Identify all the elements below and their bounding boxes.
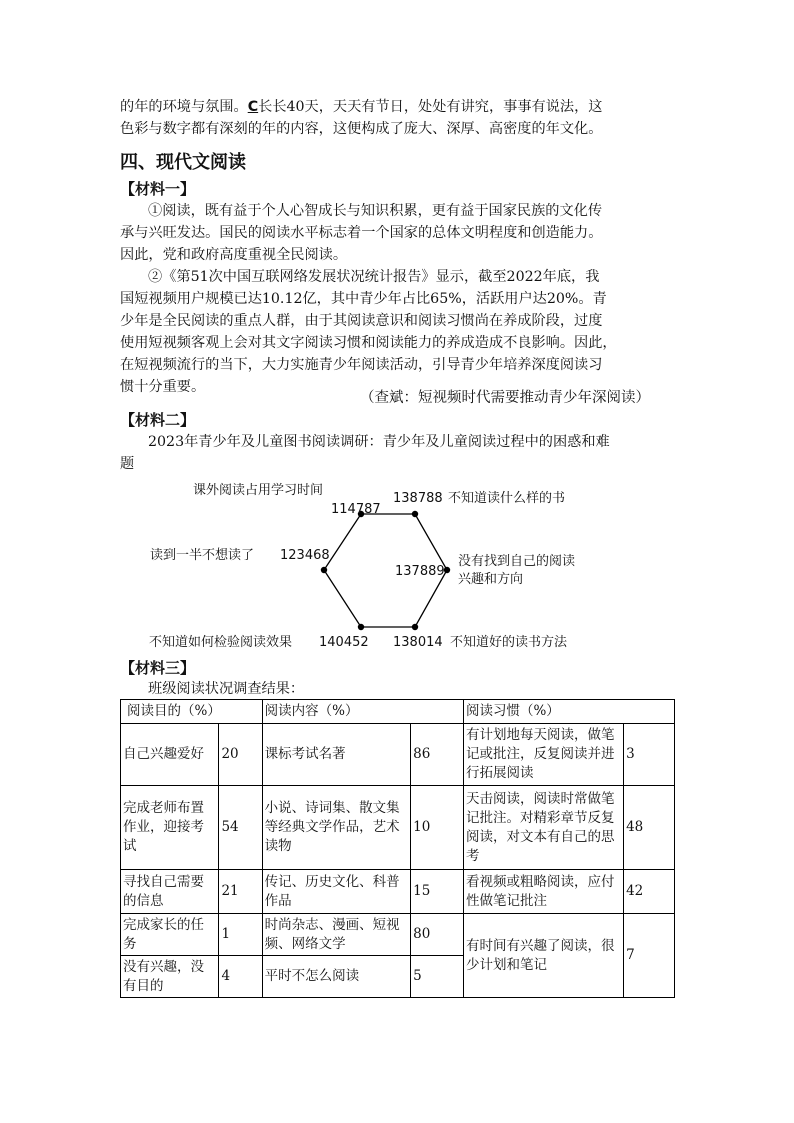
cell-habit-value: 42 [624,870,675,914]
m1-line: 承与兴旺发达。国民的阅读水平标志着一个国家的总体文明程度和创造能力。 [120,225,603,241]
m1-line: 少年是全民阅读的重点人群，由于其阅读意识和阅读习惯尚在养成阶段，过度 [120,313,603,329]
table-row [121,914,675,956]
node-value: 138788 [393,491,443,506]
node-dot [412,511,418,517]
cell-content-value: 5 [411,956,464,998]
material2-label: 【材料二】 [120,411,196,429]
cell-habit-value: 3 [624,724,675,786]
cell-purpose: 自己兴趣爱好 [121,724,219,786]
m1-line: ②《第51次中国互联网络发展状况统计报告》显示，截至2022年底，我 [148,269,600,285]
node-label: 不知道好的读书方法 [450,635,568,650]
m1-line: 在短视频流行的当下，大力实施青少年阅读活动，引导青少年培养深度阅读习 [120,357,603,373]
intro-line-2: 色彩与数字都有深刻的年的内容，这便构成了庞大、深厚、高密度的年文化。 [120,121,603,137]
node-value: 123468 [280,548,330,563]
table-row [121,870,675,914]
node-value: 140452 [319,635,369,650]
cell-purpose-value: 1 [219,914,262,956]
cell-content: 小说、诗词集、散文集等经典文学作品，艺术读物 [262,786,411,870]
section-title: 四、现代文阅读 [120,152,246,173]
m2-caption-1: 2023年青少年及儿童图书阅读调研：青少年及儿童阅读过程中的困惑和难 [148,434,610,450]
m1-line: ①阅读，既有益于个人心智成长与知识积累，更有益于国家民族的文化传 [148,203,603,219]
table-row [121,786,675,870]
cell-purpose: 没有兴趣，没有目的 [121,956,219,998]
m1-line: 因此，党和政府高度重视全民阅读。 [120,247,348,263]
node-dot [444,567,450,573]
cell-purpose: 完成老师布置作业，迎接考试 [121,786,219,870]
m1-line: 国短视频用户规模已达10.12亿，其中青少年占比65%，活跃用户达20%。青 [120,291,607,307]
node-value: 138014 [393,635,443,650]
node-label: 没有找到自己的阅读 [458,554,576,569]
cell-purpose-value: 4 [219,956,262,998]
material3-label: 【材料三】 [120,659,196,677]
cell-purpose: 寻找自己需要的信息 [121,870,219,914]
cell-purpose: 完成家长的任务 [121,914,219,956]
cell-content: 传记、历史文化、科普作品 [262,870,411,914]
cell-content: 课标考试名著 [262,724,411,786]
m1-source: （查斌：短视频时代需要推动青少年深阅读） [360,390,650,406]
cell-content-value: 86 [411,724,464,786]
header-habit: 阅读习惯（%） [463,700,674,724]
survey-table [120,699,675,998]
node-label: 不知道如何检验阅读效果 [149,635,293,650]
cell-content-value: 80 [411,914,464,956]
underlined-c: C [247,99,259,115]
node-dot [358,624,364,630]
cell-habit-value: 7 [624,914,675,998]
table-row [121,724,675,786]
header-content: 阅读内容（%） [262,700,463,724]
cell-content-value: 10 [411,786,464,870]
node-value: 114787 [331,502,381,517]
intro-text: 长长40天，天天有节日，处处有讲究，事事有说法，这 [258,99,603,115]
cell-content: 平时不怎么阅读 [262,956,411,998]
node-dot [321,567,327,573]
node-dot [412,624,418,630]
node-label: 读到一半不想读了 [150,548,255,563]
node-label: 兴趣和方向 [458,572,524,587]
table-header-row [121,700,675,724]
center-value: 137889 [395,564,445,579]
cell-habit: 有计划地每天阅读，做笔记或批注，反复阅读并进行拓展阅读 [463,724,623,786]
cell-content: 时尚杂志、漫画、短视频、网络文学 [262,914,411,956]
cell-habit-value: 48 [624,786,675,870]
cell-habit: 天击阅读，阅读时常做笔记批注。对精彩章节反复阅读，对文本有自己的思考 [463,786,623,870]
cell-content-value: 15 [411,870,464,914]
cell-purpose-value: 54 [219,786,262,870]
cell-purpose-value: 20 [219,724,262,786]
node-label: 不知道读什么样的书 [448,491,566,506]
m1-line: 惯十分重要。 [120,379,206,395]
m2-caption-2: 题 [120,456,135,472]
intro-text: 的年的环境与氛围。 [120,99,248,115]
cell-purpose-value: 21 [219,870,262,914]
header-purpose: 阅读目的（%） [121,700,263,724]
m1-line: 使用短视频客观上会对其文字阅读习惯和阅读能力的养成造成不良影响。因此， [120,335,617,351]
material1-label: 【材料一】 [120,180,196,198]
cell-habit: 有时间有兴趣了阅读，很少计划和笔记 [463,914,623,998]
cell-habit: 看视频或粗略阅读，应付性做笔记批注 [463,870,623,914]
m3-caption: 班级阅读状况调查结果： [148,681,305,697]
node-label: 课外阅读占用学习时间 [193,483,324,498]
